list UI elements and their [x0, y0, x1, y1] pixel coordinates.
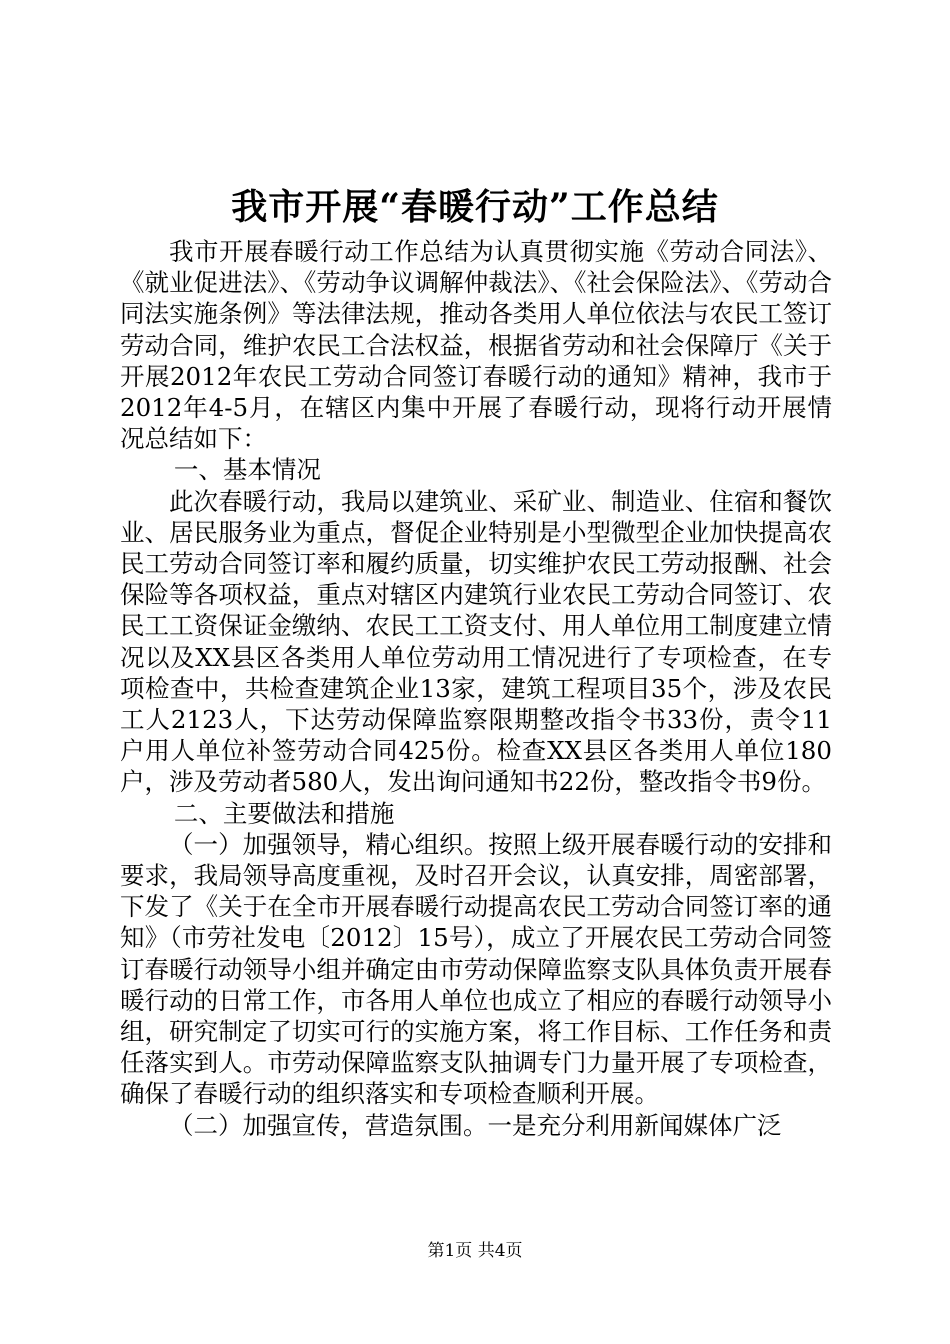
page-footer: 第1页 共4页	[427, 1241, 523, 1261]
measure-leadership-paragraph: （一）加强领导，精心组织。按照上级开展春暖行动的安排和要求，我局领导高度重视，及时召开会议，认真安排，周密部署，下发了《关于在全市开展春暖行动提高农民工劳动合同签订率的通知》（市劳社发电〔2012〕15号），成立了开展农民工劳动合同签订春暖行动领导小组并确定由市劳动保障监察支队具体负责开展春暖行动的日常工作，市各用人单位也成立了相应的春暖行动领导小组，研究制定了切实可行的实施方案，将工作目标、工作任务和责任落实到人。市劳动保障监察支队抽调专门力量开展了专项检查，确保了春暖行动的组织落实和专项检查顺利开展。	[120, 829, 832, 1109]
intro-paragraph: 我市开展春暖行动工作总结为认真贯彻实施《劳动合同法》、《就业促进法》、《劳动争议调解仲裁法》、《社会保险法》、《劳动合同法实施条例》等法律法规，推动各类用人单位依法与农民工签订劳动合同，维护农民工合法权益，根据省劳动和社会保障厅《关于开展2012年农民工劳动合同签订春暖行动的通知》精神，我市于2012年4-5月，在辖区内集中开展了春暖行动，现将行动开展情况总结如下：	[120, 237, 832, 454]
section-heading-basic: 一、基本情况	[173, 455, 321, 485]
basic-situation-paragraph: 此次春暖行动，我局以建筑业、采矿业、制造业、住宿和餐饮业、居民服务业为重点，督促企业特别是小型微型企业加快提高农民工劳动合同签订率和履约质量，切实维护农民工劳动报酬、社会保险等各项权益，重点对辖区内建筑行业农民工劳动合同签订、农民工工资保证金缴纳、农民工工资支付、用人单位用工制度建立情况以及XX县区各类用人单位劳动用工情况进行了专项检查，在专项检查中，共检查建筑企业13家，建筑工程项目35个，涉及农民工人2123人，下达劳动保障监察限期整改指令书33份，责令11户用人单位补签劳动合同425份。检查XX县区各类用人单位180户，涉及劳动者580人，发出询问通知书22份，整改指令书9份。	[120, 486, 832, 797]
measure-publicity-paragraph: （二）加强宣传，营造氛围。一是充分利用新闻媒体广泛	[169, 1110, 782, 1140]
section-heading-measures: 二、主要做法和措施	[173, 798, 395, 828]
page-title: 我市开展“春暖行动”工作总结	[231, 186, 719, 228]
document-body	[120, 236, 832, 1141]
